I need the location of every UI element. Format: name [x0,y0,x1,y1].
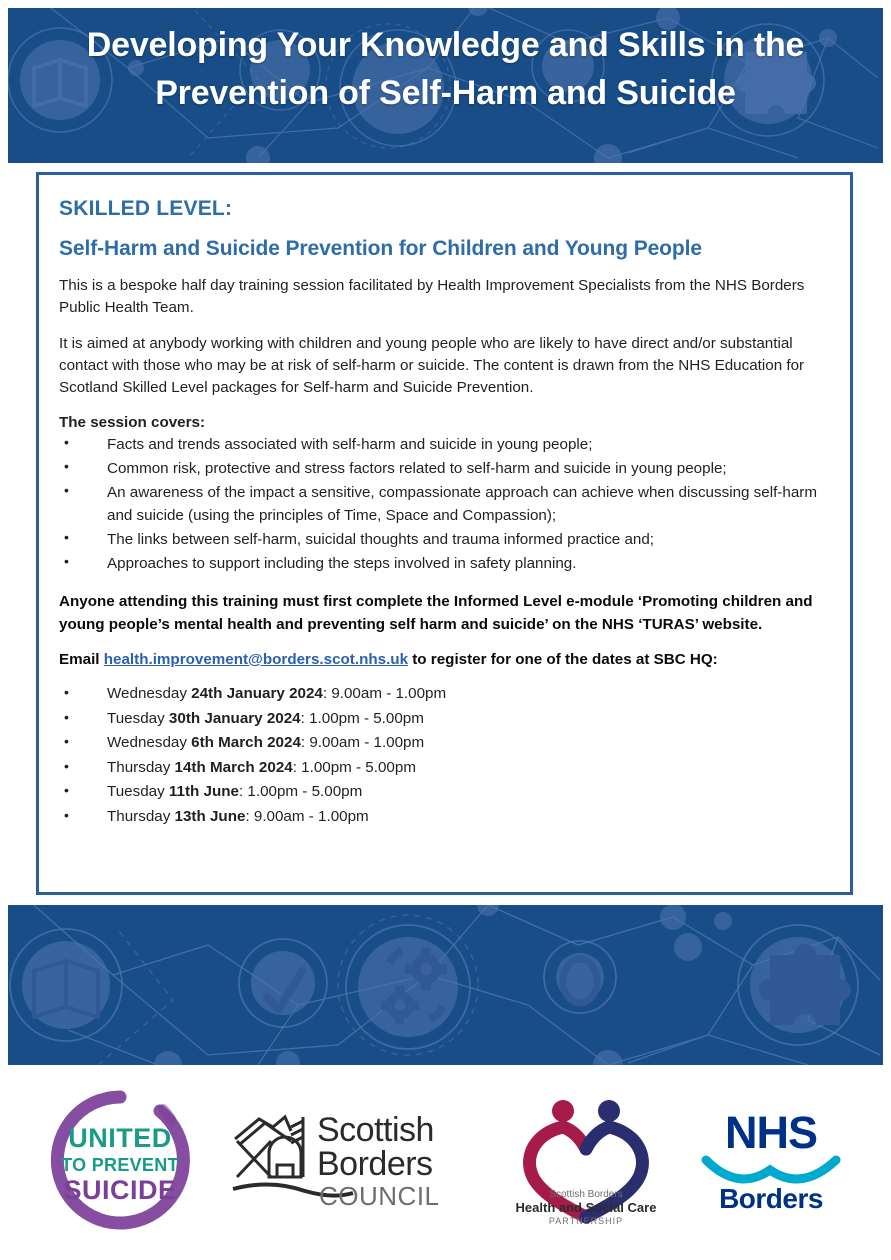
date-time: : 1.00pm - 5.00pm [300,709,424,727]
date-time: : 1.00pm - 5.00pm [238,783,363,801]
list-item [59,682,830,707]
logo-nhs-borders [696,1100,846,1220]
date-value: 13th June [174,808,246,825]
nhs-line-2: Borders [718,1183,823,1214]
sbc-line-1: Scottish [317,1111,435,1149]
date-value: 6th March 2024 [191,734,301,752]
sbc-crest-icon [235,1117,303,1177]
sbc-line-2: Borders [317,1145,433,1183]
session-covers-list [59,433,830,576]
logo-health-social-care-partnership [506,1093,666,1228]
nhs-borders-logo [696,1100,846,1220]
subject-heading: Self-Harm and Suicide Prevention for Children and Young People [59,237,702,260]
list-item [59,756,830,781]
intro-paragraph-2: It is aimed at anybody working with children and young people who are likely to have direct and/or substantial contact with those who may be at risk of self-harm or suicide. The content is drawn from the NHS Education for Scotland Skilled Level packages for Self-harm and Suicide Prevention. [59,334,805,397]
email-link[interactable]: health.improvement@borders.scot.nhs.uk [103,650,409,668]
header-banner [8,8,883,163]
hscp-logo [506,1093,666,1228]
network-pattern-decoration [8,905,883,1065]
united-to-prevent-suicide-logo [45,1089,195,1231]
scottish-borders-council-logo [225,1105,475,1215]
date-time: : 1.00pm - 5.00pm [292,758,416,776]
session-dates-list [59,682,830,830]
list-item: • The links between self-harm, suicidal thoughts and trauma informed practice and; [59,528,830,551]
logo-strip [0,1075,891,1245]
list-item: • Approaches to support including the steps involved in safety planning. [59,552,830,575]
date-day: Tuesday [107,783,169,801]
date-day: Wednesday [107,684,192,702]
united-line-3: SUICIDE [63,1175,177,1205]
email-prefix-text: Email [59,650,104,668]
prerequisite-paragraph: Anyone attending this training must first complete the Informed Level e-module ‘Promoting children and young people’s mental health and preventing self harm and suicide’ on the NHS ‘TURAS’ website. [59,593,813,634]
sbc-line-3: COUNCIL [319,1181,440,1211]
list-item [59,805,830,830]
date-time: : 9.00am - 1.00pm [245,808,369,825]
date-time: : 9.00am - 1.00pm [300,734,425,752]
hscp-line-1: Scottish Borders [548,1188,623,1200]
date-day: Thursday [107,808,175,825]
list-item: • An awareness of the impact a sensitive, compassionate approach can achieve when discussing self-harm and suicide (using the principles of Time, Space and Compassion); [59,481,830,527]
list-item: • Facts and trends associated with self-harm and suicide in young people; [59,433,830,456]
email-suffix-text: to register for one of the dates at SBC HQ: [408,650,718,668]
nhs-line-1: NHS [724,1107,817,1158]
list-item [59,780,830,805]
united-line-1: UNITED [68,1123,172,1153]
date-day: Wednesday [107,734,192,752]
date-value: 14th March 2024 [174,758,293,776]
puzzle-piece-icon [759,944,851,1025]
footer-banner [8,905,883,1065]
date-day: Tuesday [107,709,169,727]
page-title: Developing Your Knowledge and Skills in the Prevention of Self-Harm and Suicide [86,26,805,113]
date-time: : 9.00am - 1.00pm [322,684,447,702]
logo-united-to-prevent-suicide [45,1089,195,1231]
list-item [59,707,830,732]
nhs-wave-icon [706,1160,836,1179]
list-item [59,731,830,756]
date-day: Thursday [107,758,175,776]
level-heading: SKILLED LEVEL: [59,197,233,220]
date-value: 24th January 2024 [191,684,323,702]
email-registration-line [59,651,830,668]
united-line-2: TO PREVENT [61,1155,179,1175]
date-value: 30th January 2024 [168,709,301,727]
date-value: 11th June [168,783,239,801]
content-card [36,172,853,895]
covers-heading: The session covers: [59,413,206,431]
list-item: • Common risk, protective and stress factors related to self-harm and suicide in young people; [59,457,830,480]
logo-scottish-borders-council [225,1105,475,1215]
intro-paragraph-1: This is a bespoke half day training session facilitated by Health Improvement Specialists from the NHS Borders Public Health Team. [59,277,805,317]
hscp-line-3: PARTNERSHIP [548,1215,623,1226]
hscp-line-2: Health and Social Care [515,1199,657,1215]
